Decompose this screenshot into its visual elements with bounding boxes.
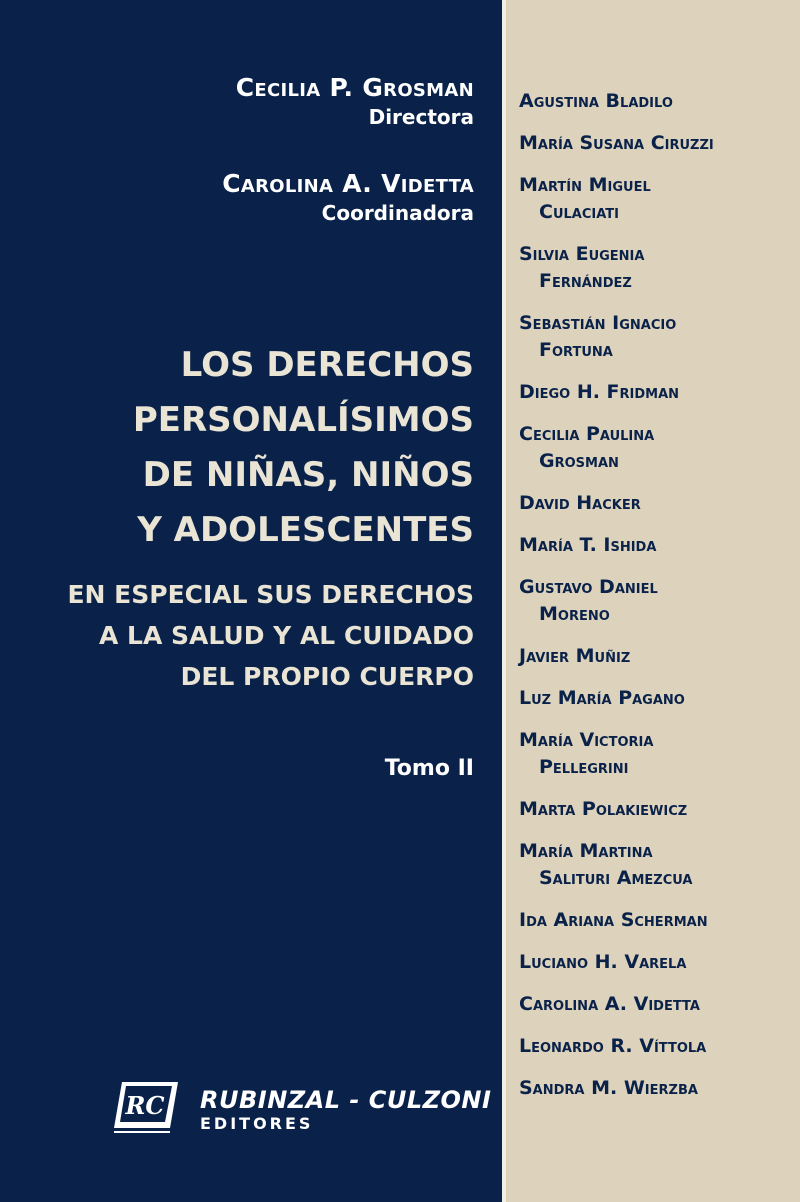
- author-name: Javier Muñiz: [519, 645, 631, 667]
- title-line: Y ADOLESCENTES: [137, 510, 474, 550]
- author-name-cont: Culaciati: [539, 201, 619, 223]
- author-name: María T. Ishida: [519, 534, 657, 556]
- subtitle-line: DEL PROPIO CUERPO: [180, 662, 474, 691]
- author-name: Carolina A. Videtta: [519, 993, 700, 1015]
- author-item: [519, 379, 795, 406]
- author-item: [519, 796, 795, 823]
- author-name: María Victoria: [519, 729, 654, 751]
- title-line: DE NIÑAS, NIÑOS: [142, 455, 474, 495]
- director-block: [236, 72, 474, 130]
- author-item: [519, 1075, 795, 1102]
- author-name-cont: Grosman: [539, 450, 619, 472]
- author-item: [519, 532, 795, 559]
- author-item: [519, 643, 795, 670]
- author-name: Sandra M. Wierzba: [519, 1077, 698, 1099]
- author-item: [519, 1033, 795, 1060]
- volume-label: Tomo II: [384, 756, 474, 781]
- publisher-name: RUBINZAL - CULZONI: [200, 1086, 492, 1114]
- author-list: [519, 88, 795, 1117]
- author-name-cont: Moreno: [539, 603, 610, 625]
- author-name: David Hacker: [519, 492, 641, 514]
- coordinator-block: [222, 168, 474, 226]
- author-name: Sebastián Ignacio: [519, 312, 677, 334]
- author-name: Diego H. Fridman: [519, 381, 680, 403]
- author-name: Luciano H. Varela: [519, 951, 687, 973]
- author-name: Gustavo Daniel: [519, 576, 658, 598]
- subtitle-line: A LA SALUD Y AL CUIDADO: [98, 621, 474, 650]
- author-item: [519, 907, 795, 934]
- coordinator-role: Coordinadora: [321, 201, 474, 225]
- publisher: [112, 1078, 492, 1138]
- author-name: Silvia Eugenia: [519, 243, 645, 265]
- author-item: [519, 685, 795, 712]
- publisher-logo-text: RC: [125, 1091, 165, 1120]
- subtitle-line: EN ESPECIAL SUS DERECHOS: [67, 580, 474, 609]
- author-name: Marta Polakiewicz: [519, 798, 688, 820]
- coordinator-name: Carolina A. Videtta: [222, 169, 474, 198]
- author-item: [519, 490, 795, 517]
- author-item: [519, 88, 795, 115]
- publisher-subtitle: EDITORES: [200, 1114, 314, 1133]
- author-item: [519, 241, 795, 295]
- author-name-cont: Pellegrini: [539, 756, 629, 778]
- author-name: Luz María Pagano: [519, 687, 685, 709]
- title-line: PERSONALÍSIMOS: [132, 400, 474, 440]
- publisher-logo-icon: [112, 1078, 180, 1134]
- director-name: Cecilia P. Grosman: [235, 73, 474, 102]
- author-name-cont: Salituri Amezcua: [539, 867, 693, 889]
- title-line: LOS DERECHOS: [180, 345, 474, 385]
- author-item: [519, 838, 795, 892]
- author-item: [519, 421, 795, 475]
- author-item: [519, 991, 795, 1018]
- author-item: [519, 727, 795, 781]
- author-name-cont: Fernández: [539, 270, 632, 292]
- book-subtitle: [14, 574, 474, 697]
- author-name: Martín Miguel: [519, 174, 651, 196]
- author-name: María Martina: [519, 840, 653, 862]
- author-item: [519, 130, 795, 157]
- book-title: [14, 338, 474, 558]
- author-name: Leonardo R. Víttola: [519, 1035, 707, 1057]
- author-name: Agustina Bladilo: [519, 90, 673, 112]
- author-item: [519, 310, 795, 364]
- author-item: [519, 574, 795, 628]
- author-name-cont: Fortuna: [539, 339, 613, 361]
- director-role: Directora: [368, 105, 474, 129]
- author-name: María Susana Ciruzzi: [519, 132, 714, 154]
- author-name: Cecilia Paulina: [519, 423, 655, 445]
- author-item: [519, 949, 795, 976]
- author-name: Ida Ariana Scherman: [519, 909, 708, 931]
- author-item: [519, 172, 795, 226]
